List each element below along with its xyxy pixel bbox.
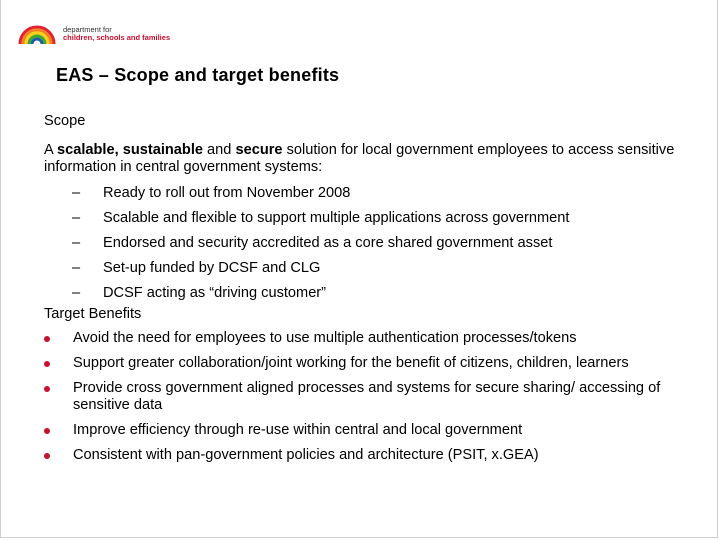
- intro-mid: and: [203, 142, 236, 158]
- benefit-text: Avoid the need for employees to use multiple authentication processes/tokens: [73, 330, 577, 346]
- page-title: EAS – Scope and target benefits: [56, 65, 340, 85]
- list-item: [44, 281, 704, 306]
- scope-item-text: Endorsed and security accredited as a core shared government asset: [103, 235, 553, 251]
- benefits-list: [44, 330, 704, 464]
- rainbow-logo-icon: [18, 23, 56, 45]
- benefit-text: Consistent with pan-government policies and architecture (PSIT, x.GEA): [73, 447, 539, 463]
- logo-line-2: children, schools and families: [63, 33, 171, 42]
- target-benefits-heading: Target Benefits: [44, 306, 142, 322]
- keyword-scalable: scalable, sustainable: [56, 142, 203, 158]
- keyword-secure: secure: [235, 142, 283, 158]
- list-item: [44, 355, 704, 372]
- bullet-dot-icon: [44, 336, 50, 342]
- scope-item-text: Ready to roll out from November 2008: [103, 185, 351, 201]
- scope-item-text: Set-up funded by DCSF and CLG: [103, 260, 321, 276]
- bullet-dot-icon: [44, 386, 50, 392]
- list-item: [44, 256, 704, 281]
- dcsf-logo: [18, 20, 170, 48]
- list-item: [44, 422, 704, 439]
- list-item: [44, 181, 704, 206]
- dash-marker: –: [72, 210, 81, 226]
- scope-heading: Scope: [44, 113, 86, 129]
- dash-marker: –: [72, 260, 81, 276]
- dash-marker: –: [72, 185, 81, 201]
- scope-item-text: Scalable and flexible to support multiple applications across government: [103, 210, 570, 226]
- list-item: [44, 231, 704, 256]
- scope-list: [44, 181, 704, 306]
- scope-intro: [44, 142, 704, 176]
- list-item: [44, 447, 704, 464]
- bullet-dot-icon: [44, 453, 50, 459]
- dash-marker: –: [72, 235, 81, 251]
- list-item: [44, 206, 704, 231]
- list-item: [44, 330, 704, 347]
- intro-prefix: A: [44, 142, 57, 158]
- benefit-text: Support greater collaboration/joint working for the benefit of citizens, children, learners: [73, 355, 629, 371]
- benefit-text: Improve efficiency through re-use within central and local government: [73, 422, 523, 438]
- benefit-text: Provide cross government aligned processes and systems for secure sharing/ accessing of sensitive data: [73, 380, 661, 413]
- logo-wordmark: [63, 26, 170, 43]
- bullet-dot-icon: [44, 361, 50, 367]
- list-item: [44, 380, 704, 414]
- dash-marker: –: [72, 285, 81, 301]
- logo-line-1: department for: [63, 24, 112, 34]
- bullet-dot-icon: [44, 428, 50, 434]
- scope-item-text: DCSF acting as “driving customer”: [103, 285, 327, 301]
- intro-rest: solution for local government employees to access sensitive information in central government systems:: [44, 142, 675, 175]
- slide-body: [44, 113, 704, 472]
